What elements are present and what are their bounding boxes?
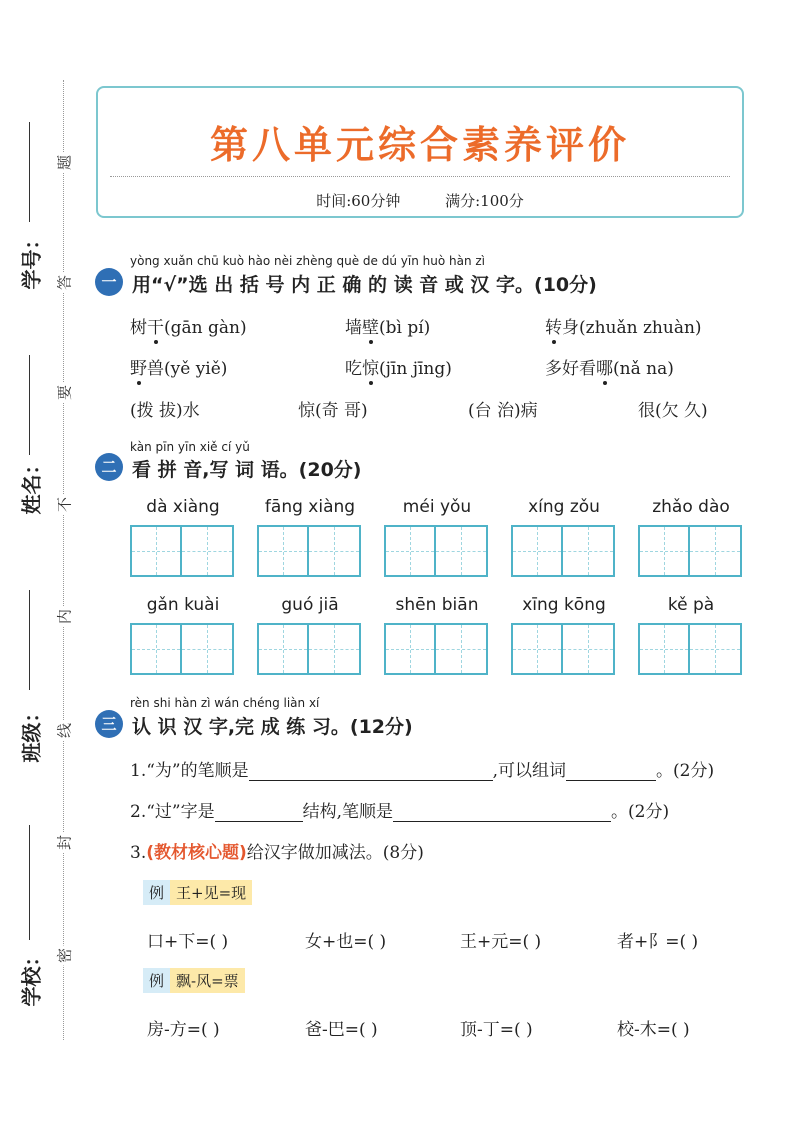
sub-item[interactable]: 房-方=( ) (147, 1020, 220, 1040)
sub-item[interactable]: 校-木=( ) (617, 1020, 690, 1040)
seal-char: 题 (54, 153, 75, 173)
student-name-line (29, 355, 30, 455)
s1-item: 多好看哪(nǎ na) (545, 359, 674, 379)
page-title: 第八单元综合素养评价 (209, 123, 630, 167)
s1-item: 转身(zhuǎn zhuàn) (545, 318, 702, 338)
writing-grid[interactable]: méi yǒu (384, 497, 490, 577)
s1-item: 野兽(yě yiě) (130, 359, 228, 379)
writing-grid[interactable]: fāng xiàng (257, 497, 363, 577)
seal-char: 不 (54, 495, 75, 515)
s1-choice: 很(欠 久) (638, 401, 708, 421)
question-3: 3.(教材核心题)给汉字做加减法。(8分) (130, 843, 424, 863)
header-divider (110, 176, 730, 177)
seal-char: 要 (54, 383, 75, 403)
seal-char: 内 (54, 607, 75, 627)
writing-grid[interactable]: xīng kōng (511, 595, 617, 675)
exam-time: 时间:60分钟 (316, 192, 401, 210)
exam-score: 满分:100分 (445, 192, 524, 210)
add-item[interactable]: 口+下=( ) (147, 932, 229, 952)
s1-choice: 惊(奇 哥) (298, 401, 368, 421)
answer-blank[interactable] (566, 762, 656, 781)
writing-grid[interactable]: shēn biān (384, 595, 490, 675)
question-2: 2.“过”字是 结构,笔顺是 。(2分) (130, 802, 670, 822)
add-item[interactable]: 者+阝=( ) (617, 932, 699, 952)
question-1: 1.“为”的笔顺是 ,可以组词 。(2分) (130, 761, 715, 781)
student-number-label: 学号： (19, 229, 44, 290)
section2-title: 看 拼 音,写 词 语。(20分) (132, 459, 362, 481)
section3-badge: 三 (95, 710, 123, 738)
sub-item[interactable]: 顶-丁=( ) (460, 1020, 533, 1040)
seal-line (63, 80, 64, 1040)
class-line (29, 590, 30, 690)
s1-choice: (台 治)病 (468, 401, 538, 421)
writing-grid[interactable]: xíng zǒu (511, 497, 617, 577)
section3-pinyin: rèn shi hàn zì wán chéng liàn xí (130, 696, 320, 710)
sub-item[interactable]: 爸-巴=( ) (305, 1020, 378, 1040)
seal-char: 答 (54, 273, 75, 293)
student-number-line (29, 122, 30, 222)
s1-item: 吃惊(jīn jīng) (345, 359, 452, 379)
seal-char: 密 (54, 946, 75, 966)
header-box (96, 86, 744, 218)
answer-blank[interactable] (215, 803, 303, 822)
writing-grid[interactable]: dà xiàng (130, 497, 236, 577)
writing-grid[interactable]: gǎn kuài (130, 595, 236, 675)
core-question-tag: (教材核心题) (146, 843, 247, 863)
writing-grid[interactable]: kě pà (638, 595, 744, 675)
s1-item: 墙壁(bì pí) (345, 318, 431, 338)
answer-blank[interactable] (393, 803, 611, 822)
answer-blank[interactable] (249, 762, 493, 781)
section1-title: 用“√”选 出 括 号 内 正 确 的 读 音 或 汉 字。(10分) (132, 274, 597, 296)
school-label: 学校： (19, 946, 44, 1007)
exam-info (98, 190, 742, 211)
student-name-label: 姓名： (19, 454, 44, 515)
section3-title: 认 识 汉 字,完 成 练 习。(12分) (132, 716, 413, 738)
section1-pinyin: yòng xuǎn chū kuò hào nèi zhèng què de dú yīn huò hàn zì (130, 254, 486, 268)
example-1: 例 王+见=现 (143, 880, 252, 905)
writing-grid[interactable]: guó jiā (257, 595, 363, 675)
section2-pinyin: kàn pīn yīn xiě cí yǔ (130, 440, 250, 454)
seal-char: 封 (54, 833, 75, 853)
writing-grid[interactable]: zhǎo dào (638, 497, 744, 577)
section2-badge: 二 (95, 453, 123, 481)
school-line (29, 825, 30, 940)
add-item[interactable]: 王+元=( ) (460, 932, 542, 952)
s1-item: 树干(gān gàn) (130, 318, 247, 338)
s1-choice: (拨 拔)水 (130, 401, 200, 421)
add-item[interactable]: 女+也=( ) (305, 932, 387, 952)
section1-badge: 一 (95, 268, 123, 296)
class-label: 班级： (19, 702, 44, 763)
seal-char: 线 (54, 721, 75, 741)
example-2: 例 飘-风=票 (143, 968, 245, 993)
